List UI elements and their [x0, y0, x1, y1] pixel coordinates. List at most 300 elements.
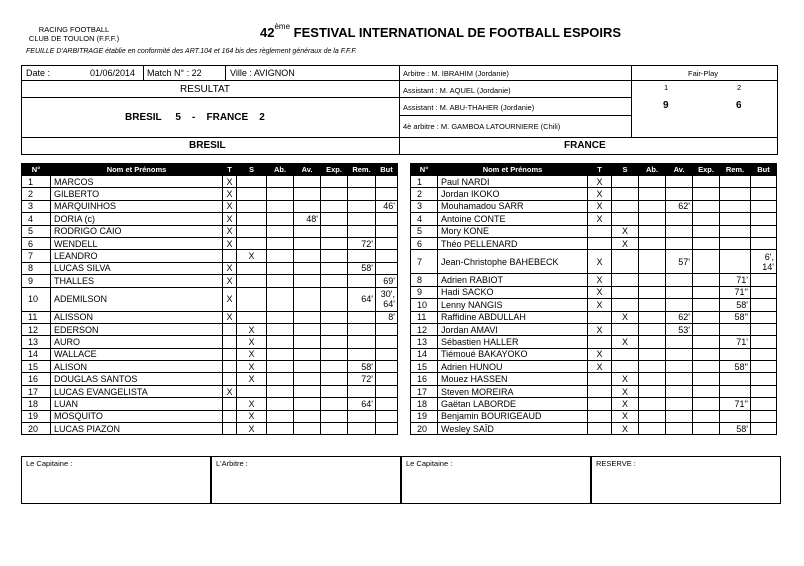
stat-cell: [294, 348, 321, 360]
stat-cell: [751, 237, 777, 249]
column-header: Rem.: [720, 164, 751, 176]
player-name: GILBERTO: [51, 188, 223, 200]
stat-cell: [267, 323, 294, 335]
player-name: DOUGLAS SANTOS: [51, 373, 223, 385]
match-city: Ville : AVIGNON: [230, 68, 295, 78]
stat-cell: [639, 311, 666, 323]
stat-cell: 58'': [720, 311, 751, 323]
player-name: Raffidine ABDULLAH: [438, 311, 588, 323]
club-line-1: RACING FOOTBALL: [38, 25, 110, 34]
stat-cell: [751, 385, 777, 397]
stat-cell: X: [588, 188, 612, 200]
stat-cell: [376, 336, 398, 348]
stat-cell: [588, 237, 612, 249]
stat-cell: [267, 423, 294, 435]
column-header: N°: [22, 164, 51, 176]
table-row: [411, 200, 777, 212]
stat-cell: [588, 311, 612, 323]
stat-cell: [666, 286, 693, 298]
captain-right-signature[interactable]: [401, 456, 591, 504]
stat-cell: [294, 361, 321, 373]
stat-cell: [348, 250, 376, 262]
stat-cell: [693, 213, 720, 225]
stat-cell: [639, 225, 666, 237]
stat-cell: [348, 188, 376, 200]
stat-cell: X: [223, 287, 237, 311]
stat-cell: X: [612, 237, 639, 249]
stat-cell: [294, 262, 321, 274]
table-row: [411, 361, 777, 373]
stat-cell: [321, 361, 348, 373]
stat-cell: X: [223, 311, 237, 323]
stat-cell: [267, 225, 294, 237]
player-name: Wesley SAÏD: [438, 423, 588, 435]
stat-cell: [267, 398, 294, 410]
stat-cell: [612, 361, 639, 373]
fairplay-col-1: 1: [664, 83, 669, 92]
stat-cell: 57': [666, 250, 693, 274]
referee: Arbitre : M. IBRAHIM (Jordanie): [403, 69, 509, 78]
regulation-note: FEUILLE D'ARBITRAGE établie en conformité des ART.104 et 164 bis des règlement généraux de la F.F.F.: [26, 48, 357, 55]
player-name: LUCAS PIAZON: [51, 423, 223, 435]
player-number: 4: [411, 213, 438, 225]
stat-cell: [237, 385, 267, 397]
stat-cell: [321, 250, 348, 262]
referee-signature-label: L'Arbitre :: [216, 459, 248, 468]
stat-cell: [639, 299, 666, 311]
stat-cell: [612, 323, 639, 335]
stat-cell: X: [237, 250, 267, 262]
table-row: [411, 385, 777, 397]
stat-cell: [294, 311, 321, 323]
stat-cell: X: [588, 348, 612, 360]
stat-cell: X: [612, 423, 639, 435]
stat-cell: [666, 373, 693, 385]
table-row: [22, 323, 398, 335]
stat-cell: [612, 188, 639, 200]
stat-cell: [294, 398, 321, 410]
table-row: [411, 423, 777, 435]
player-name: Mouez HASSEN: [438, 373, 588, 385]
match-date: 01/06/2014: [90, 68, 136, 78]
stat-cell: 30', 64': [376, 287, 398, 311]
column-header: Exp.: [321, 164, 348, 176]
stat-cell: [348, 311, 376, 323]
player-name: Tiémoué BAKAYOKO: [438, 348, 588, 360]
stat-cell: [348, 200, 376, 212]
stat-cell: [693, 250, 720, 274]
stat-cell: X: [223, 237, 237, 249]
stat-cell: [237, 213, 267, 225]
player-number: 20: [22, 423, 51, 435]
stat-cell: [666, 385, 693, 397]
stat-cell: [237, 200, 267, 212]
player-number: 12: [411, 323, 438, 335]
stat-cell: [720, 200, 751, 212]
stat-cell: [612, 299, 639, 311]
stat-cell: [321, 275, 348, 287]
stat-cell: [693, 299, 720, 311]
stat-cell: X: [237, 323, 267, 335]
table-row: [22, 398, 398, 410]
stat-cell: [223, 348, 237, 360]
table-row: [22, 188, 398, 200]
stat-cell: X: [612, 311, 639, 323]
stat-cell: [639, 398, 666, 410]
stat-cell: [294, 176, 321, 188]
edition-sup: ème: [274, 22, 291, 31]
stat-cell: 53': [666, 323, 693, 335]
bresil-player-table: [21, 163, 398, 435]
player-number: 5: [411, 225, 438, 237]
stat-cell: [666, 176, 693, 188]
player-number: 8: [22, 262, 51, 274]
stat-cell: [612, 348, 639, 360]
player-name: MARQUINHOS: [51, 200, 223, 212]
stat-cell: [639, 323, 666, 335]
stat-cell: 71'': [720, 286, 751, 298]
player-name: ALISON: [51, 361, 223, 373]
table-row: [411, 213, 777, 225]
stat-cell: [693, 237, 720, 249]
table-row: [22, 287, 398, 311]
player-number: 6: [22, 237, 51, 249]
stat-cell: [267, 275, 294, 287]
player-name: LUAN: [51, 398, 223, 410]
stat-cell: [376, 237, 398, 249]
stat-cell: [751, 398, 777, 410]
edition-number: 42: [260, 25, 275, 40]
column-header: S: [237, 164, 267, 176]
player-number: 1: [22, 176, 51, 188]
stat-cell: [321, 373, 348, 385]
stat-cell: [321, 287, 348, 311]
stat-cell: [639, 286, 666, 298]
stat-cell: [751, 274, 777, 286]
stat-cell: [348, 176, 376, 188]
stat-cell: [223, 361, 237, 373]
stat-cell: [321, 176, 348, 188]
stat-cell: X: [223, 176, 237, 188]
stat-cell: [666, 188, 693, 200]
captain-right-label: Le Capitaine :: [406, 459, 453, 468]
stat-cell: [376, 385, 398, 397]
player-name: Jordan IKOKO: [438, 188, 588, 200]
player-name: MARCOS: [51, 176, 223, 188]
stat-cell: [267, 176, 294, 188]
stat-cell: 6', 14': [751, 250, 777, 274]
stat-cell: [348, 385, 376, 397]
player-name: Steven MOREIRA: [438, 385, 588, 397]
stat-cell: [639, 385, 666, 397]
match-number: Match N° : 22: [147, 68, 202, 78]
stat-cell: [267, 373, 294, 385]
stat-cell: [223, 423, 237, 435]
fairplay-col-2: 2: [737, 83, 742, 92]
player-number: 6: [411, 237, 438, 249]
reserve-box[interactable]: [591, 456, 781, 504]
stat-cell: 46': [376, 200, 398, 212]
stat-cell: [751, 361, 777, 373]
stat-cell: 48': [294, 213, 321, 225]
player-number: 4: [22, 213, 51, 225]
stat-cell: [223, 410, 237, 422]
stat-cell: [639, 188, 666, 200]
player-number: 17: [22, 385, 51, 397]
player-number: 3: [22, 200, 51, 212]
stat-cell: [693, 274, 720, 286]
stat-cell: [666, 237, 693, 249]
table-row: [411, 311, 777, 323]
stat-cell: 62': [666, 200, 693, 212]
stat-cell: [612, 286, 639, 298]
table-row: [22, 225, 398, 237]
stat-cell: X: [588, 323, 612, 335]
stat-cell: [237, 311, 267, 323]
stat-cell: [348, 323, 376, 335]
table-row: [22, 311, 398, 323]
stat-cell: [720, 213, 751, 225]
stat-cell: [666, 348, 693, 360]
stat-cell: [693, 348, 720, 360]
stat-cell: [588, 423, 612, 435]
stat-cell: [237, 275, 267, 287]
stat-cell: [237, 262, 267, 274]
player-name: Gaëtan LABORDE: [438, 398, 588, 410]
table-row: [22, 348, 398, 360]
column-header: Rem.: [348, 164, 376, 176]
player-number: 15: [411, 361, 438, 373]
table-row: [22, 213, 398, 225]
stat-cell: [348, 348, 376, 360]
stat-cell: [237, 176, 267, 188]
table-row: [411, 274, 777, 286]
stat-cell: [294, 237, 321, 249]
player-name: ADEMILSON: [51, 287, 223, 311]
stat-cell: [237, 225, 267, 237]
player-name: LEANDRO: [51, 250, 223, 262]
stat-cell: [321, 262, 348, 274]
table-row: [411, 188, 777, 200]
stat-cell: [294, 188, 321, 200]
stat-cell: [751, 348, 777, 360]
player-number: 10: [411, 299, 438, 311]
stat-cell: [376, 188, 398, 200]
stat-cell: 71': [720, 274, 751, 286]
stat-cell: [294, 275, 321, 287]
column-header: N°: [411, 164, 438, 176]
player-name: Théo PELLENARD: [438, 237, 588, 249]
stat-cell: X: [588, 361, 612, 373]
stat-cell: [376, 225, 398, 237]
stat-cell: [639, 237, 666, 249]
stat-cell: [267, 237, 294, 249]
stat-cell: [588, 373, 612, 385]
stat-cell: X: [237, 336, 267, 348]
player-number: 11: [411, 311, 438, 323]
player-number: 14: [411, 348, 438, 360]
stat-cell: X: [588, 286, 612, 298]
player-number: 19: [411, 410, 438, 422]
stat-cell: X: [237, 373, 267, 385]
stat-cell: 72': [348, 237, 376, 249]
stat-cell: [321, 237, 348, 249]
column-header: T: [223, 164, 237, 176]
stat-cell: [639, 423, 666, 435]
player-name: THALLES: [51, 275, 223, 287]
fairplay-label: Fair-Play: [688, 69, 719, 78]
stat-cell: [321, 213, 348, 225]
referee-signature[interactable]: [211, 456, 401, 504]
stat-cell: 62': [666, 311, 693, 323]
player-number: 13: [411, 336, 438, 348]
stat-cell: [223, 250, 237, 262]
stat-cell: X: [612, 336, 639, 348]
stat-cell: 58': [348, 361, 376, 373]
date-label: Date :: [26, 68, 51, 78]
stat-cell: 64': [348, 287, 376, 311]
stat-cell: [237, 237, 267, 249]
player-name: Antoine CONTE: [438, 213, 588, 225]
stat-cell: [376, 423, 398, 435]
stat-cell: [321, 385, 348, 397]
bresil-header-row: [22, 164, 398, 176]
stat-cell: [720, 250, 751, 274]
stat-cell: 71'': [720, 398, 751, 410]
stat-cell: [639, 213, 666, 225]
stat-cell: [693, 336, 720, 348]
stat-cell: 71': [720, 336, 751, 348]
stat-cell: 58': [348, 262, 376, 274]
player-number: 17: [411, 385, 438, 397]
stat-cell: X: [223, 275, 237, 287]
player-name: Sébastien HALLER: [438, 336, 588, 348]
stat-cell: [294, 373, 321, 385]
stat-cell: X: [588, 250, 612, 274]
table-row: [411, 286, 777, 298]
stat-cell: [348, 275, 376, 287]
stat-cell: [223, 323, 237, 335]
stat-cell: [321, 323, 348, 335]
player-number: 18: [22, 398, 51, 410]
player-name: WENDELL: [51, 237, 223, 249]
stat-cell: [267, 336, 294, 348]
stat-cell: [588, 385, 612, 397]
stat-cell: [666, 398, 693, 410]
player-name: Hadi SACKO: [438, 286, 588, 298]
stat-cell: [376, 373, 398, 385]
stat-cell: [639, 336, 666, 348]
stat-cell: [294, 287, 321, 311]
stat-cell: [693, 385, 720, 397]
column-header: Nom et Prénoms: [51, 164, 223, 176]
stat-cell: X: [588, 176, 612, 188]
table-row: [411, 237, 777, 249]
stat-cell: [693, 398, 720, 410]
stat-cell: [751, 200, 777, 212]
player-name: Mouhamadou SARR: [438, 200, 588, 212]
stat-cell: [376, 176, 398, 188]
team-left-name: BRESIL: [189, 140, 226, 151]
player-number: 2: [22, 188, 51, 200]
stat-cell: [348, 423, 376, 435]
stat-cell: X: [588, 299, 612, 311]
stat-cell: [639, 361, 666, 373]
stat-cell: [376, 213, 398, 225]
stat-cell: [666, 274, 693, 286]
stat-cell: [693, 410, 720, 422]
player-name: WALLACE: [51, 348, 223, 360]
stat-cell: [751, 311, 777, 323]
stat-cell: [223, 373, 237, 385]
column-header: Av.: [666, 164, 693, 176]
column-header: T: [588, 164, 612, 176]
captain-left-signature[interactable]: [21, 456, 211, 504]
captain-left-label: Le Capitaine :: [26, 459, 73, 468]
stat-cell: [267, 361, 294, 373]
stat-cell: [267, 200, 294, 212]
player-name: RODRIGO CAIO: [51, 225, 223, 237]
stat-cell: X: [237, 398, 267, 410]
fairplay-value-2: 6: [736, 100, 742, 111]
column-header: Nom et Prénoms: [438, 164, 588, 176]
stat-cell: 64': [348, 398, 376, 410]
stat-cell: [612, 250, 639, 274]
france-player-table: [410, 163, 777, 435]
table-row: [22, 361, 398, 373]
stat-cell: 8': [376, 311, 398, 323]
stat-cell: [639, 373, 666, 385]
stat-cell: [639, 274, 666, 286]
table-row: [22, 373, 398, 385]
assistant-2: Assistant : M. ABU-THAHER (Jordanie): [403, 103, 535, 112]
player-name: AURO: [51, 336, 223, 348]
stat-cell: [639, 348, 666, 360]
page-title: [260, 22, 622, 40]
title-text: FESTIVAL INTERNATIONAL DE FOOTBALL ESPOIRS: [293, 25, 622, 40]
stat-cell: [376, 250, 398, 262]
stat-cell: [267, 410, 294, 422]
team-right-name: FRANCE: [564, 140, 606, 151]
stat-cell: [612, 274, 639, 286]
player-number: 19: [22, 410, 51, 422]
stat-cell: [376, 361, 398, 373]
player-number: 1: [411, 176, 438, 188]
stat-cell: [693, 361, 720, 373]
stat-cell: [237, 188, 267, 200]
stat-cell: [267, 311, 294, 323]
fairplay-value-1: 9: [663, 100, 669, 111]
stat-cell: [639, 200, 666, 212]
stat-cell: [693, 225, 720, 237]
stat-cell: [693, 311, 720, 323]
table-row: [22, 410, 398, 422]
stat-cell: [720, 188, 751, 200]
stat-cell: X: [612, 410, 639, 422]
table-row: [22, 250, 398, 262]
stat-cell: X: [223, 213, 237, 225]
stat-cell: [751, 188, 777, 200]
stat-cell: [612, 200, 639, 212]
stat-cell: [348, 213, 376, 225]
stat-cell: [720, 176, 751, 188]
player-number: 10: [22, 287, 51, 311]
stat-cell: [751, 225, 777, 237]
stat-cell: 58': [720, 423, 751, 435]
stat-cell: [751, 336, 777, 348]
stat-cell: [376, 262, 398, 274]
column-header: But: [376, 164, 398, 176]
